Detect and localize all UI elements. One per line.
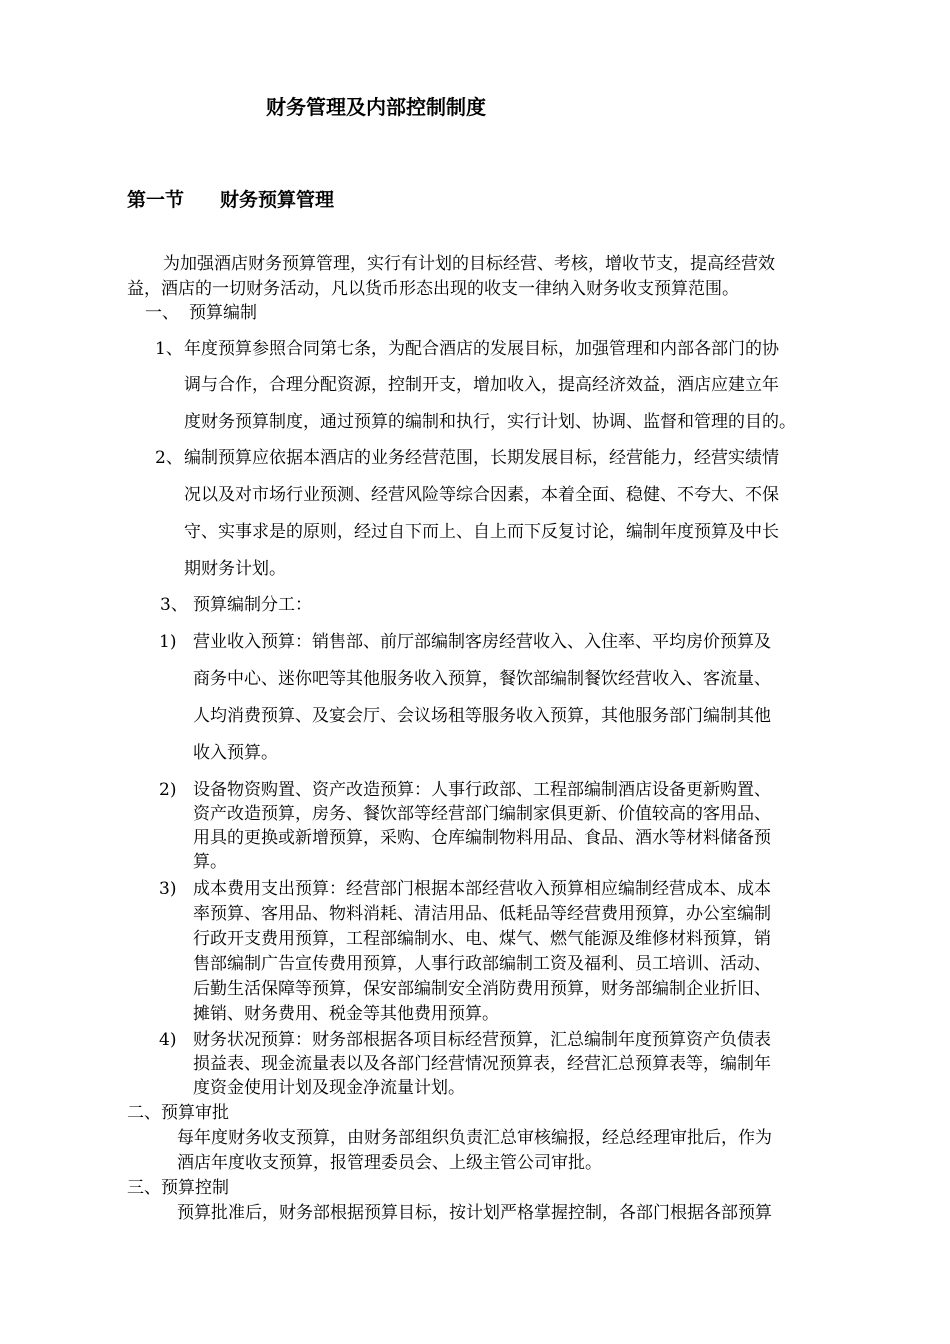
section-title: 财务预算管理 xyxy=(220,189,335,211)
sub1-line-3: 人均消费预算、及宴会厅、会议场租等服务收入预算，其他服务部门编制其他 xyxy=(193,706,771,726)
item3-title: 预算编制分工： xyxy=(193,595,312,615)
item2-line-4: 期财务计划。 xyxy=(184,559,286,579)
intro-line-1: 为加强酒店财务预算管理，实行有计划的目标经营、考核，增收节支，提高经营效 xyxy=(163,254,775,274)
sub4-line-3: 度资金使用计划及现金净流量计划。 xyxy=(193,1078,465,1098)
item2-line-1: 编制预算应依据本酒店的业务经营范围，长期发展目标，经营能力，经营实绩情 xyxy=(184,448,779,468)
part2-heading: 二、预算审批 xyxy=(127,1103,229,1123)
part3-line-1: 预算批准后，财务部根据预算目标，按计划严格掌握控制，各部门根据各部预算 xyxy=(177,1203,772,1223)
sub3-line-6: 摊销、财务费用、税金等其他费用预算。 xyxy=(193,1004,499,1024)
sub1-line-1: 营业收入预算：销售部、前厅部编制客房经营收入、入住率、平均房价预算及 xyxy=(193,632,771,652)
item2-number: 2、 xyxy=(155,448,183,468)
part3-heading: 三、预算控制 xyxy=(127,1178,229,1198)
document-title: 财务管理及内部控制制度 xyxy=(266,95,486,119)
sub3-line-1: 成本费用支出预算：经营部门根据本部经营收入预算相应编制经营成本、成本 xyxy=(193,879,771,899)
sub4-line-1: 财务状况预算：财务部根据各项目标经营预算，汇总编制年度预算资产负债表 xyxy=(193,1030,771,1050)
part1-title: 预算编制 xyxy=(189,303,257,323)
item3-number: 3、 xyxy=(160,595,188,615)
part1-number: 一、 xyxy=(145,303,179,323)
item1-line-3: 度财务预算制度，通过预算的编制和执行，实行计划、协调、监督和管理的目的。 xyxy=(184,412,796,432)
sub3-line-2: 率预算、客用品、物料消耗、清洁用品、低耗品等经营费用预算，办公室编制 xyxy=(193,904,771,924)
sub1-line-2: 商务中心、迷你吧等其他服务收入预算，餐饮部编制餐饮经营收入、客流量、 xyxy=(193,669,771,689)
section-number: 第一节 xyxy=(127,189,185,211)
item1-line-1: 年度预算参照合同第七条，为配合酒店的发展目标，加强管理和内部各部门的协 xyxy=(184,339,779,359)
part1-heading xyxy=(145,302,257,324)
part2-line-2: 酒店年度收支预算，报管理委员会、上级主管公司审批。 xyxy=(177,1153,602,1173)
sub2-line-3: 用具的更换或新增预算，采购、仓库编制物料用品、食品、酒水等材料储备预 xyxy=(193,828,771,848)
sub2-line-2: 资产改造预算，房务、餐饮部等经营部门编制家俱更新、价值较高的客用品、 xyxy=(193,804,771,824)
sub3-number: 3) xyxy=(159,879,177,899)
section-heading xyxy=(127,188,334,212)
item2-line-3: 守、实事求是的原则，经过自下而上、自上而下反复讨论，编制年度预算及中长 xyxy=(184,522,779,542)
sub2-line-4: 算。 xyxy=(193,852,227,872)
sub4-number: 4) xyxy=(159,1030,177,1050)
intro-line-2: 益，酒店的一切财务活动，凡以货币形态出现的收支一律纳入财务收支预算范围。 xyxy=(127,279,739,299)
sub1-number: 1) xyxy=(159,632,177,652)
sub3-line-5: 后勤生活保障等预算，保安部编制安全消防费用预算，财务部编制企业折旧、 xyxy=(193,979,771,999)
part2-line-1: 每年度财务收支预算，由财务部组织负责汇总审核编报，经总经理审批后，作为 xyxy=(177,1128,772,1148)
item1-line-2: 调与合作，合理分配资源，控制开支，增加收入，提高经济效益，酒店应建立年 xyxy=(184,375,779,395)
sub2-line-1: 设备物资购置、资产改造预算：人事行政部、工程部编制酒店设备更新购置、 xyxy=(193,780,771,800)
sub2-number: 2) xyxy=(159,780,177,800)
sub1-line-4: 收入预算。 xyxy=(193,743,278,763)
item2-line-2: 况以及对市场行业预测、经营风险等综合因素，本着全面、稳健、不夸大、不保 xyxy=(184,485,779,505)
item1-number: 1、 xyxy=(155,339,183,359)
sub4-line-2: 损益表、现金流量表以及各部门经营情况预算表，经营汇总预算表等，编制年 xyxy=(193,1054,771,1074)
sub3-line-4: 售部编制广告宣传费用预算，人事行政部编制工资及福利、员工培训、活动、 xyxy=(193,954,771,974)
sub3-line-3: 行政开支费用预算，工程部编制水、电、煤气、燃气能源及维修材料预算，销 xyxy=(193,929,771,949)
